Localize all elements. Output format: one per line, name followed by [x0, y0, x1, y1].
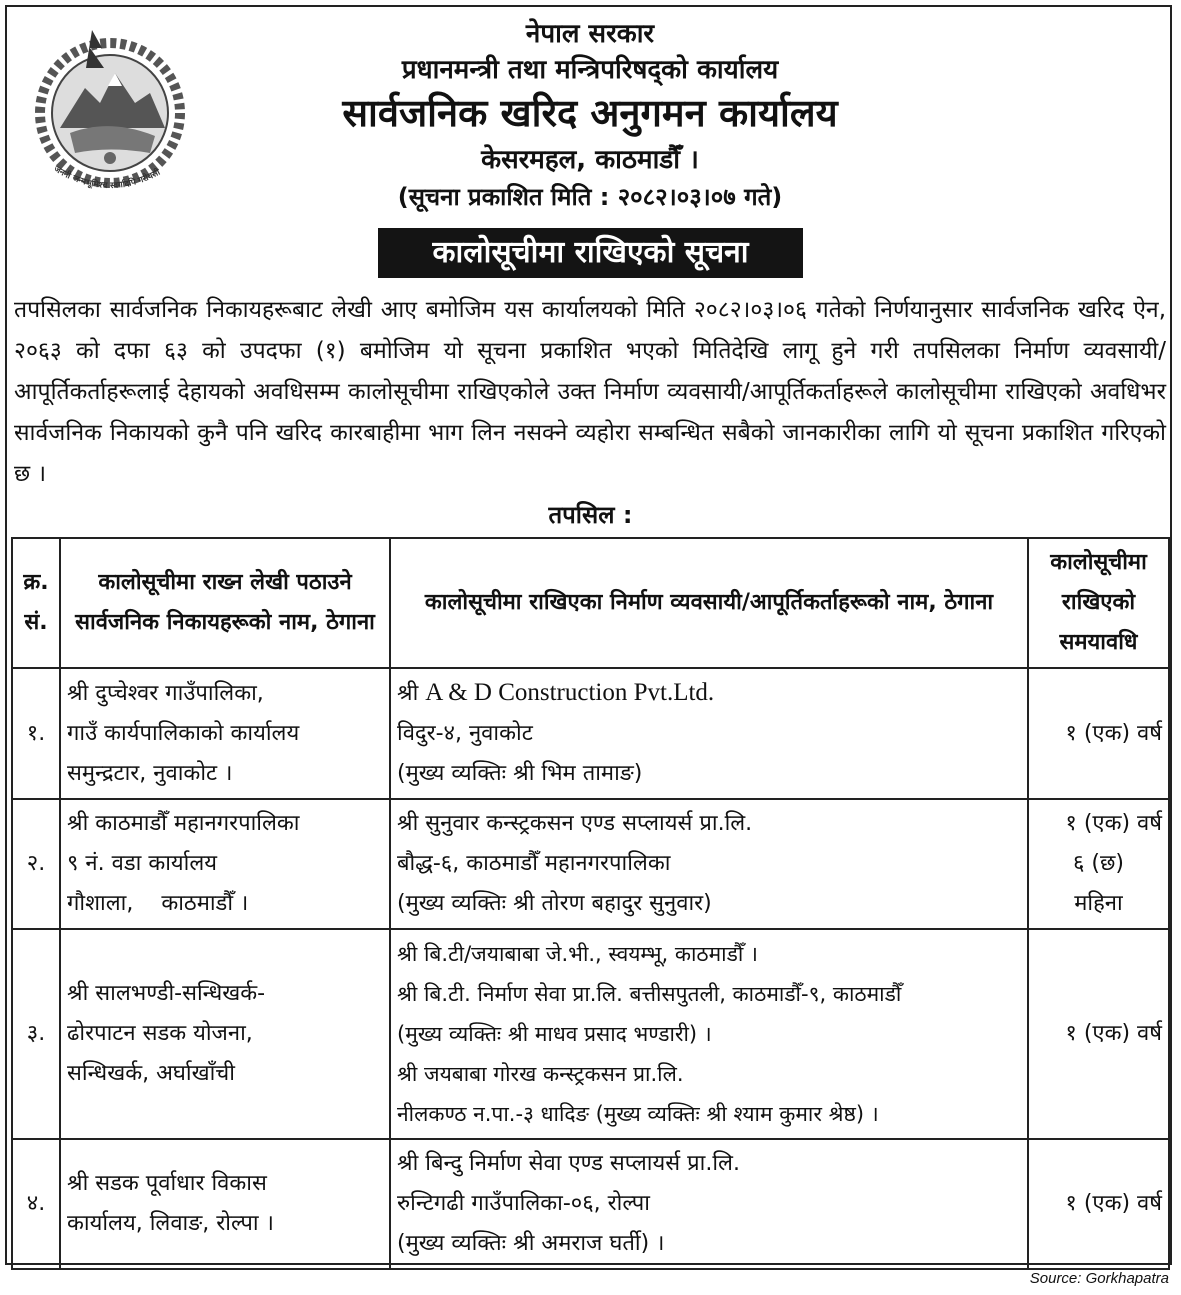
- vendor-prefix: श्री: [397, 681, 419, 706]
- vendor-line: रुन्टिगढी गाउँपालिका-०६, रोल्पा: [397, 1191, 650, 1216]
- entity-line: समुन्द्रटार, नुवाकोट ।: [67, 760, 233, 786]
- duration-line: ६ (छ): [1072, 851, 1125, 876]
- duration-line: १ (एक) वर्ष: [1065, 1191, 1162, 1216]
- entity-line: गौशाला, काठमाडौँ ।: [67, 891, 249, 916]
- emblem-motto: जननी जन्मभूमिश्च स्वर्गादपि गरीयसी: [51, 164, 162, 192]
- vendor-line: श्री बि.टी/जयाबाबा जे.भी., स्वयम्भू, काठमाडौँ ।: [397, 942, 758, 966]
- blacklist-table: [11, 537, 1170, 1270]
- vendor-line: विदुर-४, नुवाकोट: [397, 721, 533, 746]
- vendor-line: नीलकण्ठ न.पा.-३ धादिङ (मुख्य व्यक्तिः श्री श्याम कुमार श्रेष्ठ) ।: [397, 1102, 879, 1126]
- row-vendor: [390, 929, 1028, 1139]
- duration-line: महिना: [1074, 891, 1123, 916]
- row-duration: [1028, 799, 1169, 929]
- table-header-row: [12, 538, 1169, 668]
- schedule-label: तपसिल :: [548, 501, 633, 529]
- entity-line: श्री सालभण्डी-सन्धिखर्क-: [67, 981, 266, 1006]
- duration-line: १ (एक) वर्ष: [1065, 1021, 1162, 1046]
- row-vendor: [390, 799, 1028, 929]
- row-vendor: [390, 668, 1028, 799]
- row-duration: [1028, 1139, 1169, 1269]
- vendor-line: (मुख्य व्यक्तिः श्री भिम तामाङ): [397, 761, 643, 786]
- table-row: [12, 668, 1169, 799]
- table-row: [12, 929, 1169, 1139]
- vendor-line: श्री बि.टी. निर्माण सेवा प्रा.लि. बत्तीसपुतली, काठमाडौँ-९, काठमाडौँ: [397, 982, 902, 1006]
- row-duration: [1028, 668, 1169, 799]
- vendor-line: श्री सुनुवार कन्स्ट्रकसन एण्ड सप्लायर्स प्रा.लि.: [397, 811, 753, 836]
- publish-date: (सूचना प्रकाशित मिति : २०८२।०३।०७ गते): [397, 183, 783, 211]
- row-serial: ४.: [12, 1139, 60, 1269]
- vendor-line: श्री जयबाबा गोरख कन्स्ट्रकसन प्रा.लि.: [397, 1062, 684, 1086]
- entity-line: ९ नं. वडा कार्यालय: [67, 851, 218, 876]
- vendor-line: [397, 673, 1021, 714]
- row-duration: [1028, 929, 1169, 1139]
- duration-line: १ (एक) वर्ष: [1065, 720, 1162, 746]
- entity-line: कार्यालय, लिवाङ, रोल्पा ।: [67, 1211, 274, 1236]
- row-serial: ३.: [12, 929, 60, 1139]
- notice-body: तपसिलका सार्वजनिक निकायहरूबाट लेखी आए बमोजिम यस कार्यालयको मिति २०८२।०३।०६ गतेको निर्णयानुसार सार्वजनिक खरिद ऐन, २०६३ को दफा ६३ को उपदफा (१) बमोजिम यो सूचना प्रकाशित भएको मितिदेखि लागू हुने गरी तपसिलका निर्माण व्यवसायी/आपूर्तिकर्ताहरूलाई देहायको अवधिसम्म कालोसूचीमा राखिएकोले उक्त निर्माण व्यवसायी/आपूर्तिकर्ताहरूले कालोसूचीमा राखिएको अवधिभर सार्वजनिक निकायको कुनै पनि खरिद कारबाहीमा भाग लिन नसक्ने व्यहोरा सम्बन्धित सबैको जानकारीका लागि यो सूचना प्रकाशित गरिएको छ ।: [14, 297, 1166, 487]
- header-serial: क्र. सं.: [12, 538, 60, 668]
- row-entity: [60, 1139, 390, 1269]
- row-entity: [60, 929, 390, 1139]
- header-entity: कालोसूचीमा राख्न लेखी पठाउने सार्वजनिक निकायहरूको नाम, ठेगाना: [60, 538, 390, 668]
- vendor-line: श्री बिन्दु निर्माण सेवा एण्ड सप्लायर्स प्रा.लि.: [397, 1151, 740, 1176]
- row-serial: २.: [12, 799, 60, 929]
- vendor-line: (मुख्य व्यक्तिः श्री अमराज घर्ती) ।: [397, 1231, 665, 1256]
- entity-line: सन्धिखर्क, अर्घाखाँची: [67, 1061, 235, 1086]
- source-credit: Source: Gorkhapatra: [1029, 1270, 1169, 1287]
- header-duration: कालोसूचीमा राखिएको समयावधि: [1028, 538, 1169, 668]
- ministry-heading: प्रधानमन्त्री तथा मन्त्रिपरिषद्को कार्यालय: [401, 55, 779, 85]
- row-entity: [60, 668, 390, 799]
- header-vendor: कालोसूचीमा राखिएका निर्माण व्यवसायी/आपूर्तिकर्ताहरूको नाम, ठेगाना: [390, 538, 1028, 668]
- duration-line: १ (एक) वर्ष: [1065, 811, 1162, 836]
- vendor-line: (मुख्य व्यक्तिः श्री माधव प्रसाद भण्डारी) ।: [397, 1022, 712, 1046]
- office-heading: सार्वजनिक खरिद अनुगमन कार्यालय: [342, 91, 838, 135]
- entity-line: गाउँ कार्यपालिकाको कार्यालय: [67, 720, 300, 746]
- table-row: [12, 1139, 1169, 1269]
- government-heading: नेपाल सरकार: [525, 19, 655, 49]
- table-row: [12, 799, 1169, 929]
- row-serial: १.: [12, 668, 60, 799]
- vendor-latin-name: A & D Construction Pvt.Ltd.: [425, 679, 715, 706]
- entity-line: ढोरपाटन सडक योजना,: [67, 1021, 253, 1046]
- notice-title: कालोसूचीमा राखिएको सूचना: [378, 228, 803, 278]
- entity-line: श्री सडक पूर्वाधार विकास: [67, 1171, 267, 1196]
- office-address: केसरमहल, काठमाडौँ ।: [481, 145, 699, 175]
- row-entity: [60, 799, 390, 929]
- vendor-line: बौद्ध-६, काठमाडौँ महानगरपालिका: [397, 851, 671, 876]
- entity-line: श्री दुप्चेश्वर गाउँपालिका,: [67, 680, 264, 706]
- entity-line: श्री काठमाडौँ महानगरपालिका: [67, 811, 300, 836]
- vendor-line: (मुख्य व्यक्तिः श्री तोरण बहादुर सुनुवार): [397, 891, 712, 916]
- nepal-emblem-icon: [20, 18, 200, 198]
- row-vendor: [390, 1139, 1028, 1269]
